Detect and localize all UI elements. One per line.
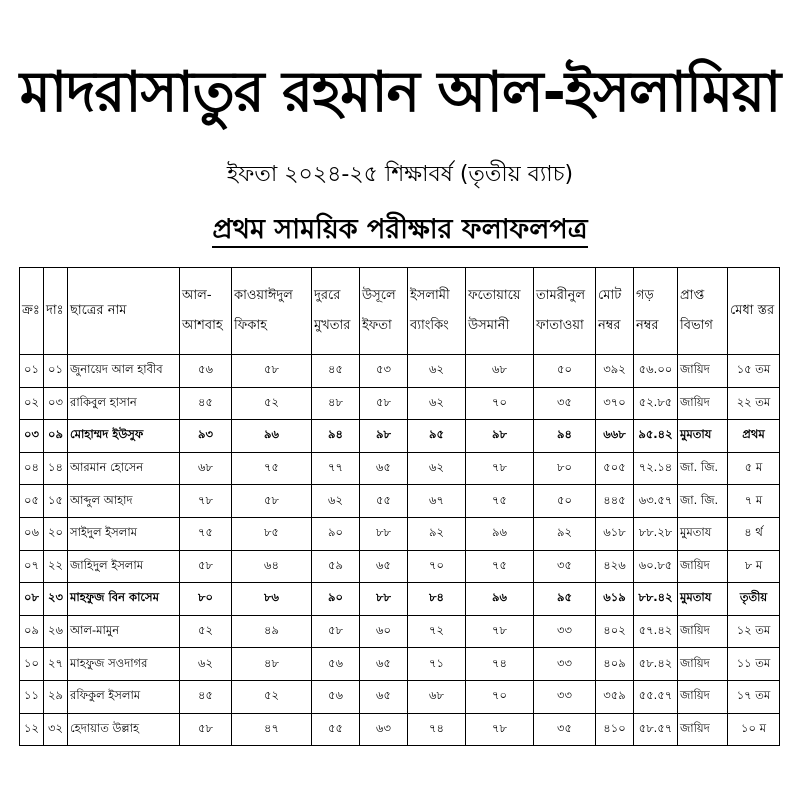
durre-mukhtar-cell: ৪৮ (312, 387, 360, 420)
qawaidul-fiqh-cell: ৫২ (232, 680, 312, 713)
fatawa-usmani-cell: ৯৬ (466, 517, 534, 550)
student-name-cell: হেদায়াত উল্লাহ (68, 713, 180, 746)
total-marks-cell: ৩৯২ (596, 355, 634, 388)
average-marks-cell: ৮৮.২৮ (634, 517, 678, 550)
durre-mukhtar-cell: ৫৬ (312, 680, 360, 713)
column-header-total-marks: মোট নম্বর (596, 268, 634, 355)
islamic-banking-cell: ৭৪ (408, 713, 466, 746)
merit-rank-cell: প্রথম (728, 420, 780, 453)
qawaidul-fiqh-cell: ৮৬ (232, 583, 312, 616)
table-row (20, 615, 780, 648)
merit-rank-cell: ১১ তম (728, 648, 780, 681)
usule-ifta-cell: ৫৮ (360, 387, 408, 420)
average-marks-cell: ৫৭.৪২ (634, 615, 678, 648)
serial-cell: ০২ (20, 387, 44, 420)
qawaidul-fiqh-cell: ৫২ (232, 387, 312, 420)
islamic-banking-cell: ৮৪ (408, 583, 466, 616)
column-header-serial: ক্রঃ (20, 268, 44, 355)
result-table-body (20, 355, 780, 746)
result-table (19, 267, 780, 746)
column-header-student-name: ছাত্রের নাম (68, 268, 180, 355)
document-title: মাদরাসাতুর রহমান আল-ইসলামিয়া (19, 60, 781, 125)
al-ashbah-cell: ৫৬ (180, 355, 232, 388)
al-ashbah-cell: ৯৩ (180, 420, 232, 453)
division-cell: জা. জি. (678, 485, 728, 518)
table-row (20, 713, 780, 746)
column-header-merit-rank: মেধা স্তর (728, 268, 780, 355)
serial-cell: ০৮ (20, 583, 44, 616)
al-ashbah-cell: ৪৫ (180, 680, 232, 713)
durre-mukhtar-cell: ৪৫ (312, 355, 360, 388)
total-marks-cell: ৪২৬ (596, 550, 634, 583)
table-row (20, 420, 780, 453)
student-name-cell: মাহফুজ বিন কাসেম (68, 583, 180, 616)
islamic-banking-cell: ৭২ (408, 615, 466, 648)
islamic-banking-cell: ৬৭ (408, 485, 466, 518)
islamic-banking-cell: ৬২ (408, 387, 466, 420)
qawaidul-fiqh-cell: ৪৮ (232, 648, 312, 681)
durre-mukhtar-cell: ৬২ (312, 485, 360, 518)
total-marks-cell: ৪০৯ (596, 648, 634, 681)
qawaidul-fiqh-cell: ৬৪ (232, 550, 312, 583)
average-marks-cell: ৫৫.৫৭ (634, 680, 678, 713)
serial-cell: ০৩ (20, 420, 44, 453)
tamrinul-fatawa-cell: ৫০ (534, 355, 596, 388)
tamrinul-fatawa-cell: ৩৩ (534, 648, 596, 681)
average-marks-cell: ৬০.৮৫ (634, 550, 678, 583)
table-row (20, 648, 780, 681)
serial-cell: ১২ (20, 713, 44, 746)
durre-mukhtar-cell: ৫৮ (312, 615, 360, 648)
result-sheet-heading-text: প্রথম সাময়িক পরীক্ষার ফলাফলপত্র (212, 214, 587, 248)
fatawa-usmani-cell: ৭৮ (466, 615, 534, 648)
average-marks-cell: ৫৮.৪২ (634, 648, 678, 681)
fatawa-usmani-cell: ৭৮ (466, 713, 534, 746)
roll-cell: ২০ (44, 517, 68, 550)
roll-cell: ২৭ (44, 648, 68, 681)
al-ashbah-cell: ৬৮ (180, 452, 232, 485)
division-cell: মুমতায (678, 517, 728, 550)
division-cell: জা. জি. (678, 452, 728, 485)
merit-rank-cell: ১০ ম (728, 713, 780, 746)
fatawa-usmani-cell: ৭৪ (466, 648, 534, 681)
durre-mukhtar-cell: ৯০ (312, 517, 360, 550)
usule-ifta-cell: ৬৫ (360, 680, 408, 713)
division-cell: জায়িদ (678, 713, 728, 746)
qawaidul-fiqh-cell: ৭৫ (232, 452, 312, 485)
total-marks-cell: ৪৪৫ (596, 485, 634, 518)
division-cell: জায়িদ (678, 355, 728, 388)
division-cell: জায়িদ (678, 680, 728, 713)
al-ashbah-cell: ৪৫ (180, 387, 232, 420)
student-name-cell: মোহাম্মদ ইউসুফ (68, 420, 180, 453)
durre-mukhtar-cell: ৫৬ (312, 648, 360, 681)
merit-rank-cell: ১২ তম (728, 615, 780, 648)
al-ashbah-cell: ৭৮ (180, 485, 232, 518)
tamrinul-fatawa-cell: ৩৩ (534, 680, 596, 713)
tamrinul-fatawa-cell: ৫০ (534, 485, 596, 518)
student-name-cell: সাইদুল ইসলাম (68, 517, 180, 550)
qawaidul-fiqh-cell: ৪৯ (232, 615, 312, 648)
roll-cell: ১৫ (44, 485, 68, 518)
student-name-cell: আব্দুল আহাদ (68, 485, 180, 518)
student-name-cell: আরমান হোসেন (68, 452, 180, 485)
column-header-qawaidul-fiqh: কাওয়াঈদুল ফিকাহ (232, 268, 312, 355)
usule-ifta-cell: ৫৩ (360, 355, 408, 388)
tamrinul-fatawa-cell: ৮০ (534, 452, 596, 485)
fatawa-usmani-cell: ৬৮ (466, 355, 534, 388)
al-ashbah-cell: ৫৮ (180, 713, 232, 746)
column-header-tamrinul-fatawa: তামরীনুল ফাতাওয়া (534, 268, 596, 355)
usule-ifta-cell: ৫৫ (360, 485, 408, 518)
roll-cell: ১৪ (44, 452, 68, 485)
student-name-cell: মাহফুজ সওদাগর (68, 648, 180, 681)
student-name-cell: রাকিবুল হাসান (68, 387, 180, 420)
tamrinul-fatawa-cell: ৯৪ (534, 420, 596, 453)
total-marks-cell: ৫০৫ (596, 452, 634, 485)
result-sheet-heading (0, 210, 800, 250)
usule-ifta-cell: ৮৮ (360, 517, 408, 550)
durre-mukhtar-cell: ৭৭ (312, 452, 360, 485)
student-name-cell: জুনায়েদ আল হাবীব (68, 355, 180, 388)
islamic-banking-cell: ৬২ (408, 355, 466, 388)
usule-ifta-cell: ৯৮ (360, 420, 408, 453)
durre-mukhtar-cell: ৫৫ (312, 713, 360, 746)
durre-mukhtar-cell: ৯০ (312, 583, 360, 616)
fatawa-usmani-cell: ৭০ (466, 680, 534, 713)
serial-cell: ০৬ (20, 517, 44, 550)
table-row (20, 550, 780, 583)
serial-cell: ০১ (20, 355, 44, 388)
fatawa-usmani-cell: ৯৬ (466, 583, 534, 616)
table-row (20, 387, 780, 420)
division-cell: মুমতায (678, 583, 728, 616)
roll-cell: ০১ (44, 355, 68, 388)
table-row (20, 485, 780, 518)
usule-ifta-cell: ৬৩ (360, 713, 408, 746)
fatawa-usmani-cell: ৭০ (466, 387, 534, 420)
total-marks-cell: ৪০২ (596, 615, 634, 648)
serial-cell: ১১ (20, 680, 44, 713)
qawaidul-fiqh-cell: ৪৭ (232, 713, 312, 746)
islamic-banking-cell: ৯৫ (408, 420, 466, 453)
table-row (20, 355, 780, 388)
tamrinul-fatawa-cell: ৩৫ (534, 387, 596, 420)
student-name-cell: আল-মামুন (68, 615, 180, 648)
merit-rank-cell: ৮ ম (728, 550, 780, 583)
fatawa-usmani-cell: ৭৮ (466, 452, 534, 485)
qawaidul-fiqh-cell: ৫৮ (232, 355, 312, 388)
roll-cell: ২২ (44, 550, 68, 583)
serial-cell: ০৯ (20, 615, 44, 648)
qawaidul-fiqh-cell: ৮৫ (232, 517, 312, 550)
islamic-banking-cell: ৬২ (408, 452, 466, 485)
roll-cell: ২৬ (44, 615, 68, 648)
average-marks-cell: ৫২.৮৫ (634, 387, 678, 420)
qawaidul-fiqh-cell: ৫৮ (232, 485, 312, 518)
tamrinul-fatawa-cell: ৯৫ (534, 583, 596, 616)
usule-ifta-cell: ৬৫ (360, 550, 408, 583)
column-header-roll: দাঃ (44, 268, 68, 355)
fatawa-usmani-cell: ৭৫ (466, 485, 534, 518)
al-ashbah-cell: ৮০ (180, 583, 232, 616)
table-row (20, 680, 780, 713)
islamic-banking-cell: ৭০ (408, 550, 466, 583)
total-marks-cell: ৩৫৯ (596, 680, 634, 713)
merit-rank-cell: ১৭ তম (728, 680, 780, 713)
student-name-cell: জাহিদুল ইসলাম (68, 550, 180, 583)
islamic-banking-cell: ৯২ (408, 517, 466, 550)
total-marks-cell: ৩৭০ (596, 387, 634, 420)
column-header-al-ashbah: আল-আশবাহ (180, 268, 232, 355)
merit-rank-cell: ১৫ তম (728, 355, 780, 388)
durre-mukhtar-cell: ৫৯ (312, 550, 360, 583)
merit-rank-cell: ৭ ম (728, 485, 780, 518)
division-cell: মুমতায (678, 420, 728, 453)
academic-year-subtitle: ইফতা ২০২৪-২৫ শিক্ষাবর্ষ (তৃতীয় ব্যাচ) (226, 162, 574, 187)
merit-rank-cell: ৪ র্থ (728, 517, 780, 550)
merit-rank-cell: ৫ ম (728, 452, 780, 485)
average-marks-cell: ৭২.১৪ (634, 452, 678, 485)
roll-cell: ০৯ (44, 420, 68, 453)
division-cell: জায়িদ (678, 387, 728, 420)
division-cell: জায়িদ (678, 648, 728, 681)
durre-mukhtar-cell: ৯৪ (312, 420, 360, 453)
usule-ifta-cell: ৮৮ (360, 583, 408, 616)
column-header-division: প্রাপ্ত বিভাগ (678, 268, 728, 355)
total-marks-cell: ৪১০ (596, 713, 634, 746)
serial-cell: ০৫ (20, 485, 44, 518)
average-marks-cell: ৫৬.০০ (634, 355, 678, 388)
division-cell: জায়িদ (678, 615, 728, 648)
table-row (20, 583, 780, 616)
average-marks-cell: ৬৩.৫৭ (634, 485, 678, 518)
total-marks-cell: ৬৬৮ (596, 420, 634, 453)
fatawa-usmani-cell: ৯৮ (466, 420, 534, 453)
islamic-banking-cell: ৭১ (408, 648, 466, 681)
fatawa-usmani-cell: ৭৫ (466, 550, 534, 583)
roll-cell: ০৩ (44, 387, 68, 420)
tamrinul-fatawa-cell: ৩৫ (534, 550, 596, 583)
column-header-usule-ifta: উসূলে ইফতা (360, 268, 408, 355)
table-row (20, 452, 780, 485)
average-marks-cell: ৮৮.৪২ (634, 583, 678, 616)
total-marks-cell: ৬১৯ (596, 583, 634, 616)
tamrinul-fatawa-cell: ৩৫ (534, 713, 596, 746)
merit-rank-cell: তৃতীয় (728, 583, 780, 616)
serial-cell: ০৪ (20, 452, 44, 485)
tamrinul-fatawa-cell: ৯২ (534, 517, 596, 550)
table-row (20, 517, 780, 550)
islamic-banking-cell: ৬৮ (408, 680, 466, 713)
column-header-islamic-banking: ইসলামী ব্যাংকিং (408, 268, 466, 355)
total-marks-cell: ৬১৮ (596, 517, 634, 550)
average-marks-cell: ৫৮.৫৭ (634, 713, 678, 746)
al-ashbah-cell: ৬২ (180, 648, 232, 681)
al-ashbah-cell: ৫২ (180, 615, 232, 648)
roll-cell: ২৯ (44, 680, 68, 713)
column-header-durre-mukhtar: দুররে মুখতার (312, 268, 360, 355)
table-header-row (20, 268, 780, 355)
student-name-cell: রফিকুল ইসলাম (68, 680, 180, 713)
column-header-average-marks: গড় নম্বর (634, 268, 678, 355)
serial-cell: ১০ (20, 648, 44, 681)
serial-cell: ০৭ (20, 550, 44, 583)
roll-cell: ২৩ (44, 583, 68, 616)
usule-ifta-cell: ৬৫ (360, 452, 408, 485)
merit-rank-cell: ২২ তম (728, 387, 780, 420)
qawaidul-fiqh-cell: ৯৬ (232, 420, 312, 453)
usule-ifta-cell: ৬৫ (360, 648, 408, 681)
roll-cell: ৩২ (44, 713, 68, 746)
al-ashbah-cell: ৫৮ (180, 550, 232, 583)
usule-ifta-cell: ৬০ (360, 615, 408, 648)
division-cell: জায়িদ (678, 550, 728, 583)
al-ashbah-cell: ৭৫ (180, 517, 232, 550)
column-header-fatawa-usmani: ফতোয়ায়ে উসমানী (466, 268, 534, 355)
tamrinul-fatawa-cell: ৩৩ (534, 615, 596, 648)
average-marks-cell: ৯৫.৪২ (634, 420, 678, 453)
